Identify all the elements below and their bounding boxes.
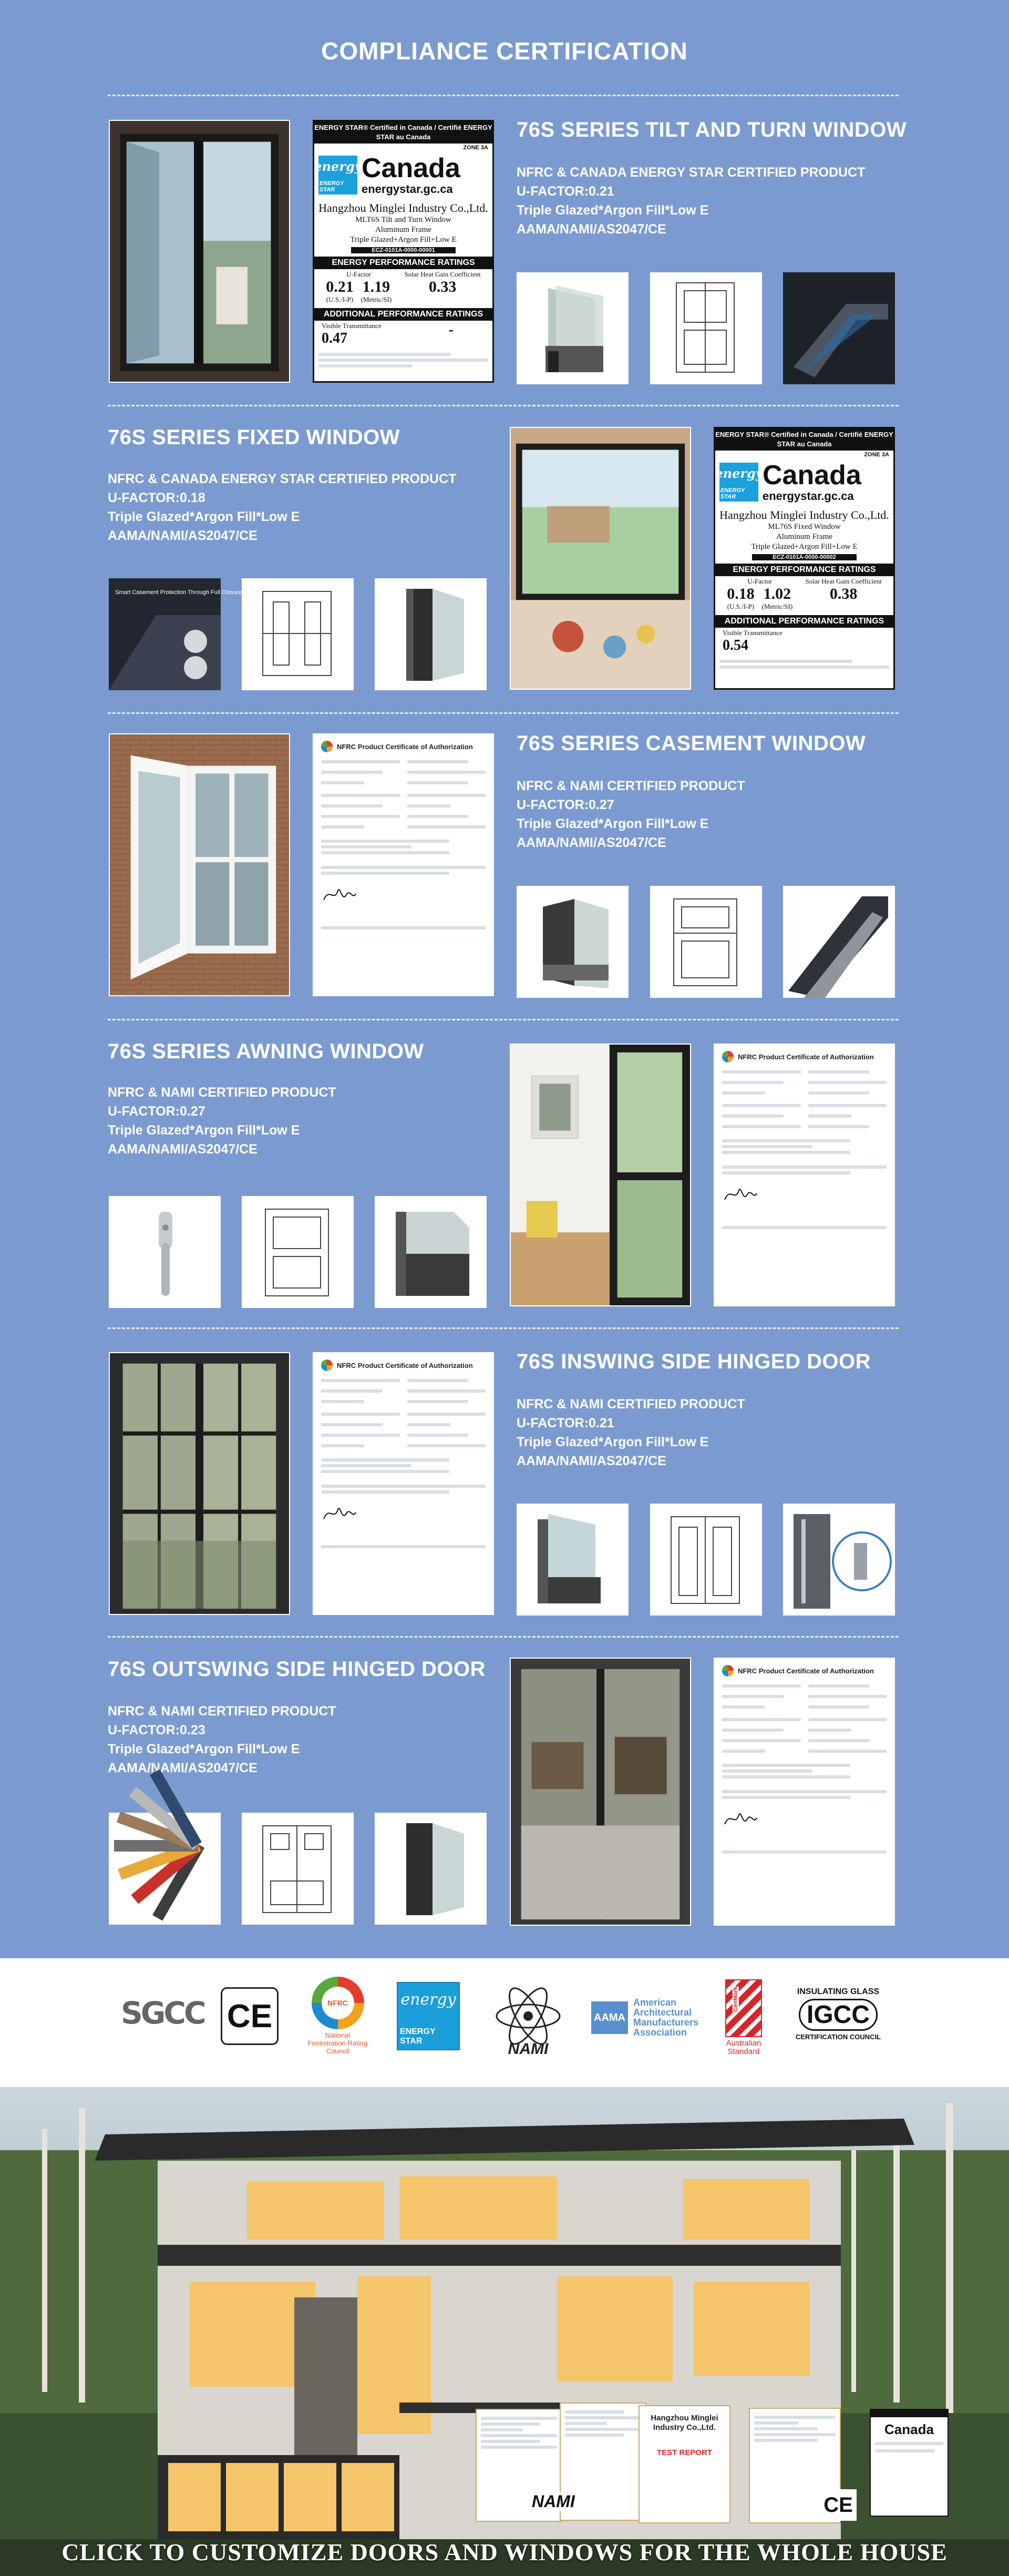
shgc-label: Solar Heat Gain Coefficient xyxy=(404,270,481,278)
nfrc-logo: NFRC National Fenestration Rating Council xyxy=(307,1977,368,2055)
energy-star-label: ENERGY STAR® Certified in Canada / Certifié ENERGY STAR au Canada ZONE 3A energy ENERGY STAR Canada energystar.gc.ca Hangzhou Minglei Industry Co.,Ltd. MLT6S Tilt and Turn Window Aluminum Frame Triple Glazed+Argon Fill+Low E ECZ-0101A-0000-00001 ENERGY PERFORMANCE RATINGS U-Factor 0.21 (U.S./I-P) 1.19 (Metric/SI) Solar Heat Gain Coefficient 0.33 ADDITIONAL PERFORMANCE RATINGS Visible Transmittance 0.47 - xyxy=(313,120,494,383)
page-title: COMPLIANCE CERTIFICATION xyxy=(321,37,688,65)
label-site: energystar.gc.ca xyxy=(362,182,453,196)
section-title: 76S SERIES TILT AND TURN WINDOW xyxy=(517,118,907,141)
label-fine-print xyxy=(314,348,492,372)
ratings-heading: ENERGY PERFORMANCE RATINGS xyxy=(314,257,492,269)
section-title: 76S SERIES FIXED WINDOW xyxy=(108,426,400,449)
thumb-caption: Smart Casement Protection Through Full Closure xyxy=(115,589,242,596)
spec-standards: AAMA/NAMI/AS2047/CE xyxy=(108,1761,258,1775)
shgc-label: Solar Heat Gain Coefficient xyxy=(805,577,882,585)
sgcc-logo: SGCC xyxy=(121,1995,204,2031)
nfrc-logo-icon xyxy=(722,1051,734,1062)
vt-label: Visible Transmittance xyxy=(723,629,783,637)
vt-value: 0.47 xyxy=(322,330,347,346)
divider xyxy=(108,1327,899,1329)
label-frame: Aluminum Frame xyxy=(776,533,833,541)
spec-u-factor: U-FACTOR:0.23 xyxy=(108,1723,205,1737)
profile-drawing-thumbnail xyxy=(242,1813,354,1925)
certificate-title: NFRC Product Certificate of Authorization xyxy=(738,1667,874,1675)
spec-certification: NFRC & NAMI CERTIFIED PRODUCT xyxy=(517,1397,745,1412)
section-title: 76S SERIES AWNING WINDOW xyxy=(108,1040,424,1063)
label-code: ECZ-0101A-0000-00002 xyxy=(752,554,857,560)
fixed-window-photo xyxy=(510,427,691,690)
glass-section-thumbnail xyxy=(375,578,487,690)
casement-protection-thumbnail xyxy=(109,578,242,690)
spec-standards: AAMA/NAMI/AS2047/CE xyxy=(108,528,258,543)
spec-certification: NFRC & CANADA ENERGY STAR CERTIFIED PRODUCT xyxy=(108,472,457,486)
nfrc-certificate xyxy=(714,1044,895,1306)
spec-standards: AAMA/NAMI/AS2047/CE xyxy=(517,835,666,850)
spec-standards: AAMA/NAMI/AS2047/CE xyxy=(517,1454,666,1468)
aama-logo: AAMA American Architectural Manufacturers Association xyxy=(591,1998,698,2038)
customize-cta[interactable]: CLICK TO CUSTOMIZE DOORS AND WINDOWS FOR THE WHOLE HOUSE xyxy=(61,2539,948,2565)
nfrc-logo-icon xyxy=(321,741,333,752)
ce-logo: CE xyxy=(221,1987,279,2045)
section-title: 76S SERIES CASEMENT WINDOW xyxy=(517,732,866,755)
u-factor-metric: 1.19 xyxy=(362,278,390,295)
certmark-logo: CertMark Australian Standard xyxy=(723,1979,765,2056)
label-fine-print xyxy=(715,655,893,673)
label-zone: ZONE 3A xyxy=(864,452,889,458)
label-product: ML76S Fixed Window xyxy=(768,523,841,531)
nfrc-certificate xyxy=(313,1352,494,1615)
u-factor-label: U-Factor xyxy=(747,577,773,585)
nami-logo xyxy=(489,1979,568,2058)
glass-section-thumbnail xyxy=(375,1813,487,1925)
nfrc-logo-icon xyxy=(722,1665,734,1677)
spec-u-factor: U-FACTOR:0.21 xyxy=(517,1416,614,1430)
divider xyxy=(108,712,899,714)
vt-value: 0.54 xyxy=(723,637,748,653)
spec-glazing: Triple Glazed*Argon Fill*Low E xyxy=(517,816,709,831)
lock-hardware-thumbnail xyxy=(783,1504,895,1616)
other-value: - xyxy=(448,322,454,338)
handle-thumbnail xyxy=(109,1196,221,1308)
label-frame: Aluminum Frame xyxy=(375,226,432,234)
label-product: MLT6S Tilt and Turn Window xyxy=(355,216,451,224)
label-code: ECZ-0101A-0000-00001 xyxy=(351,247,456,253)
label-zone: ZONE 3A xyxy=(463,145,488,151)
ce-badge: CE xyxy=(820,2489,857,2521)
nfrc-certificate xyxy=(313,733,494,996)
label-glazing: Triple Glazed+Argon Fill+Low E xyxy=(350,236,457,244)
test-report-thumbnail: Hangzhou Minglei Industry Co.,Ltd. TEST REPORT xyxy=(639,2405,730,2523)
section-specs xyxy=(517,163,865,239)
outswing-door-photo xyxy=(510,1658,691,1926)
spec-u-factor: U-FACTOR:0.27 xyxy=(517,798,614,812)
energy-star-label-thumbnail: Canada xyxy=(870,2409,949,2517)
spec-glazing: Triple Glazed*Argon Fill*Low E xyxy=(517,1435,709,1449)
spec-certification: NFRC & NAMI CERTIFIED PRODUCT xyxy=(108,1085,336,1100)
ratings-heading: ENERGY PERFORMANCE RATINGS xyxy=(715,564,893,576)
signature-icon xyxy=(722,1184,759,1205)
inswing-door-photo xyxy=(109,1352,290,1615)
color-swatch-fan-thumbnail xyxy=(109,1813,221,1925)
signature-icon xyxy=(722,1808,759,1829)
frame-corner-thumbnail xyxy=(783,272,895,384)
igcc-logo: INSULATING GLASS IGCC CERTIFICATION COUNCIL xyxy=(795,1987,881,2041)
spec-glazing: Triple Glazed*Argon Fill*Low E xyxy=(108,1742,300,1756)
spec-u-factor: U-FACTOR:0.18 xyxy=(108,490,205,505)
spec-certification: NFRC & NAMI CERTIFIED PRODUCT xyxy=(108,1704,336,1719)
shgc-value: 0.33 xyxy=(428,278,457,295)
energy-star-icon: energy ENERGY STAR xyxy=(318,156,357,195)
certification-logo-strip xyxy=(0,1958,1009,2087)
section-title: 76S INSWING SIDE HINGED DOOR xyxy=(517,1350,871,1373)
label-country: Canada xyxy=(763,460,861,490)
nfrc-logo-icon xyxy=(321,1359,333,1371)
u-factor-value: 0.18 xyxy=(727,585,755,602)
certificate-title: NFRC Product Certificate of Authorization xyxy=(337,1361,473,1369)
signature-icon xyxy=(321,884,358,905)
spec-standards: AAMA/NAMI/AS2047/CE xyxy=(517,222,666,237)
profile-drawing-thumbnail xyxy=(650,886,762,998)
spec-glazing: Triple Glazed*Argon Fill*Low E xyxy=(108,1123,300,1138)
certificate-title: NFRC Product Certificate of Authorization xyxy=(337,742,473,751)
nfrc-certificate xyxy=(714,1658,895,1926)
label-country: Canada xyxy=(362,153,460,183)
energy-star-label: ENERGY STAR® Certified in Canada / Certifié ENERGY STAR au Canada ZONE 3A energy ENERGY STAR Canada energystar.gc.ca Hangzhou Minglei Industry Co.,Ltd. ML76S Fixed Window Aluminum Frame Triple Glazed+Argon Fill+Low E ECZ-0101A-0000-00002 ENERGY PERFORMANCE RATINGS U-Factor 0.18 (U.S./I-P) 1.02 (Metric/SI) Solar Heat Gain Coefficient 0.38 ADDITIONAL PERFORMANCE RATINGS Visible Transmittance 0.54 xyxy=(714,427,895,690)
profile-drawing-thumbnail xyxy=(650,272,762,384)
profile-drawing-thumbnail xyxy=(242,1196,354,1308)
spec-certification: NFRC & NAMI CERTIFIED PRODUCT xyxy=(517,779,745,793)
section-specs xyxy=(517,776,745,852)
hardware-thumbnail xyxy=(783,886,895,998)
divider xyxy=(108,95,899,96)
energy-star-icon: energy ENERGY STAR xyxy=(719,463,758,502)
awning-window-photo xyxy=(510,1044,691,1306)
spec-u-factor: U-FACTOR:0.27 xyxy=(108,1104,205,1119)
u-factor-value: 0.21 xyxy=(326,278,354,295)
spec-standards: AAMA/NAMI/AS2047/CE xyxy=(108,1142,258,1157)
divider xyxy=(108,1019,899,1020)
signature-icon xyxy=(321,1503,358,1524)
casement-window-photo xyxy=(109,733,290,996)
u-factor-metric: 1.02 xyxy=(763,585,791,602)
certificate-title: NFRC Product Certificate of Authorization xyxy=(738,1052,874,1061)
additional-heading: ADDITIONAL PERFORMANCE RATINGS xyxy=(715,615,893,628)
spec-certification: NFRC & CANADA ENERGY STAR CERTIFIED PRODUCT xyxy=(517,165,866,180)
divider xyxy=(108,405,899,406)
additional-heading: ADDITIONAL PERFORMANCE RATINGS xyxy=(314,308,492,321)
section-specs xyxy=(108,1702,336,1777)
nami-badge: NAMI xyxy=(530,2492,577,2511)
spec-u-factor: U-FACTOR:0.21 xyxy=(517,184,614,199)
profile-drawing-thumbnail xyxy=(650,1504,762,1616)
section-title: 76S OUTSWING SIDE HINGED DOOR xyxy=(108,1658,486,1681)
u-factor-label: U-Factor xyxy=(346,270,372,278)
energy-star-logo: energy ENERGY STAR xyxy=(397,1982,460,2050)
profile-drawing-thumbnail xyxy=(242,578,354,690)
vt-label: Visible Transmittance xyxy=(322,322,382,330)
shgc-value: 0.38 xyxy=(829,585,858,602)
glass-section-thumbnail xyxy=(517,272,629,384)
divider xyxy=(108,1636,899,1638)
spec-glazing: Triple Glazed*Argon Fill*Low E xyxy=(517,203,709,218)
label-band: ENERGY STAR® Certified in Canada / Certifié ENERGY STAR au Canada xyxy=(715,428,893,451)
tilt-turn-window-photo xyxy=(109,120,290,383)
label-band: ENERGY STAR® Certified in Canada / Certifié ENERGY STAR au Canada xyxy=(314,121,492,144)
svg-text:NAMI: NAMI xyxy=(508,2040,549,2058)
glass-section-thumbnail xyxy=(517,886,629,998)
label-site: energystar.gc.ca xyxy=(763,489,854,503)
label-glazing: Triple Glazed+Argon Fill+Low E xyxy=(751,543,858,551)
glass-section-thumbnail xyxy=(375,1196,487,1308)
section-specs xyxy=(108,469,456,545)
energy-star-icon: energy xyxy=(400,1990,456,2009)
label-manufacturer: Hangzhou Minglei Industry Co.,Ltd. xyxy=(719,508,889,522)
spec-glazing: Triple Glazed*Argon Fill*Low E xyxy=(108,509,300,524)
glass-section-thumbnail xyxy=(517,1504,629,1616)
section-specs xyxy=(108,1083,336,1159)
label-manufacturer: Hangzhou Minglei Industry Co.,Ltd. xyxy=(318,201,488,214)
section-specs xyxy=(517,1395,745,1470)
